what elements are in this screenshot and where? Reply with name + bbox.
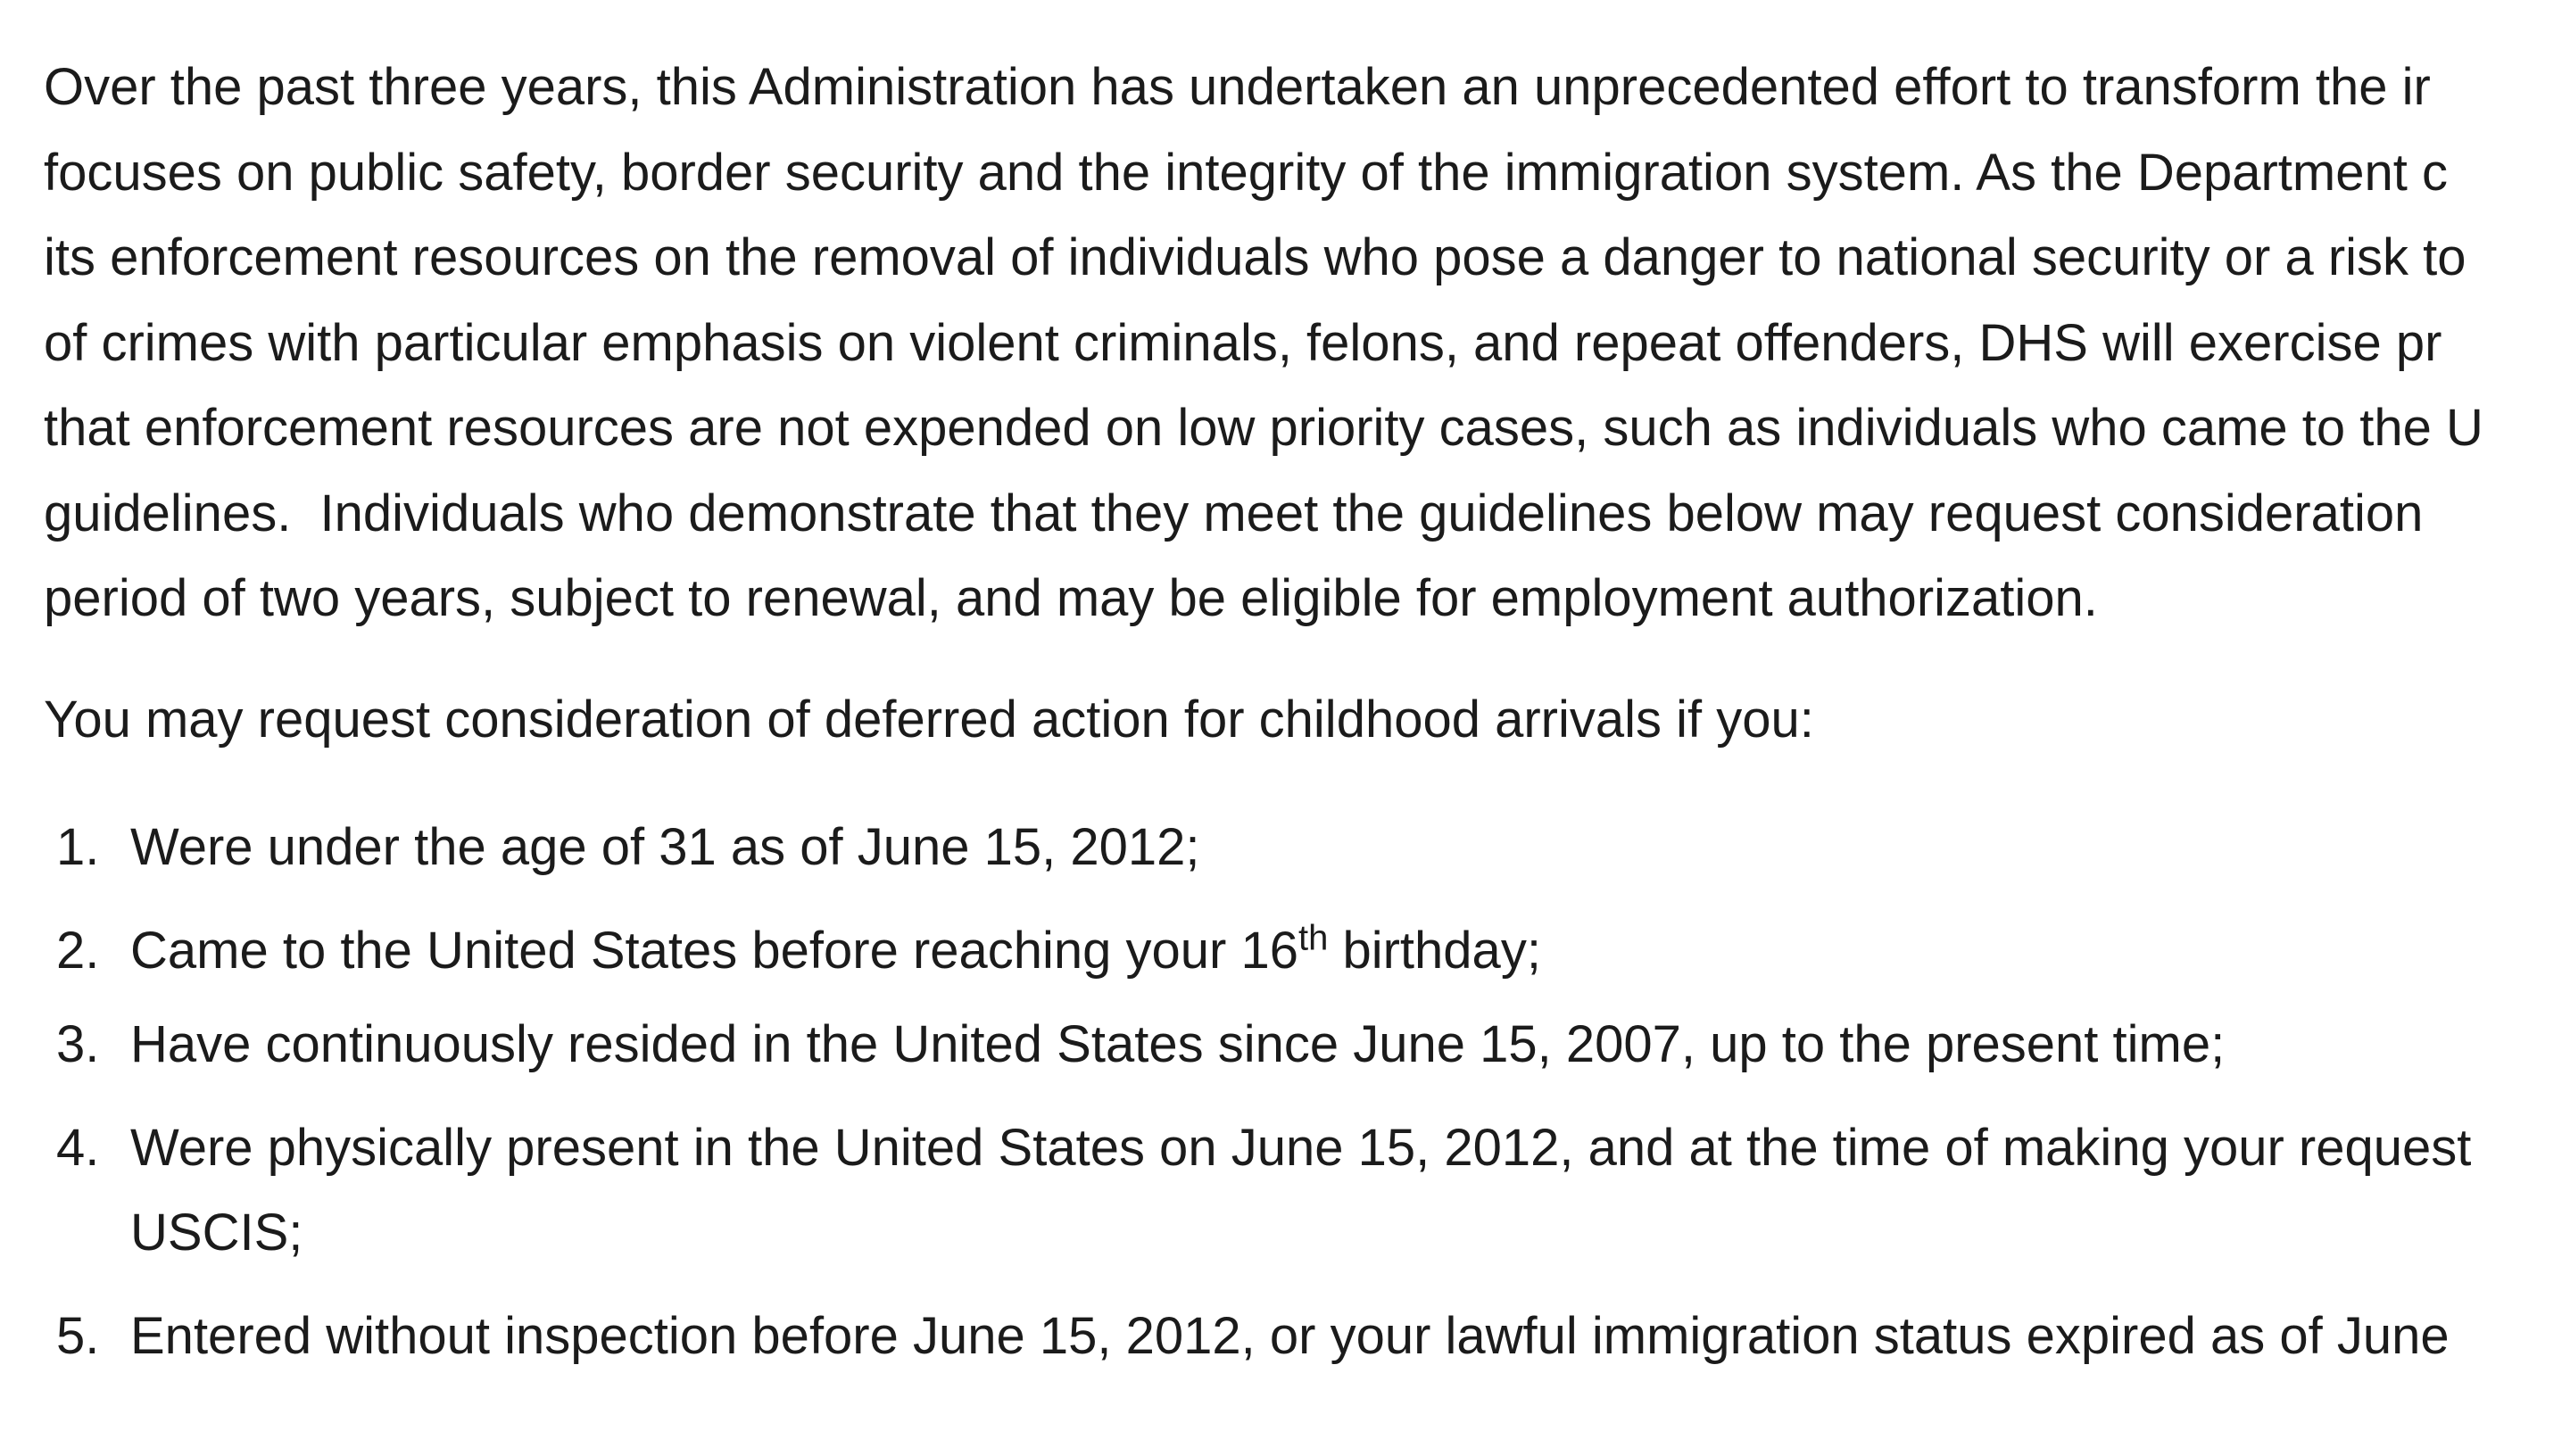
intro-line: period of two years, subject to renewal, and may be eligible for employment authorization. bbox=[44, 569, 2098, 627]
intro-line: focuses on public safety, border security and the integrity of the immigration system. As the Department c bbox=[44, 143, 2448, 202]
list-item bbox=[44, 1002, 2570, 1088]
list-item-text: Have continuously resided in the United States since June 15, 2007, up to the present time; bbox=[130, 1015, 2226, 1073]
list-item bbox=[44, 908, 2570, 994]
list-number: 2. bbox=[56, 921, 100, 980]
intro-line: its enforcement resources on the removal of individuals who pose a danger to national security or a risk to bbox=[44, 228, 2466, 286]
list-item-text: Were physically present in the United States on June 15, 2012, and at the time of making your request bbox=[130, 1118, 2472, 1177]
list-item-text: birthday; bbox=[1328, 921, 1541, 980]
list-item bbox=[44, 805, 2570, 890]
intro-line: guidelines. Individuals who demonstrate that they meet the guidelines below may request consideration bbox=[44, 484, 2424, 542]
list-item-text-continued: USCIS; bbox=[130, 1204, 303, 1262]
intro-line: that enforcement resources are not expended on low priority cases, such as individuals who came to the U bbox=[44, 399, 2483, 457]
list-item-text: Came to the United States before reaching your 16 bbox=[130, 921, 1298, 980]
intro-paragraph bbox=[44, 45, 2570, 641]
eligibility-lead: You may request consideration of deferred action for childhood arrivals if you: bbox=[44, 690, 1814, 749]
list-number: 4. bbox=[56, 1118, 100, 1177]
intro-line: Over the past three years, this Administration has undertaken an unprecedented effort to transform the ir bbox=[44, 58, 2431, 116]
intro-line: of crimes with particular emphasis on violent criminals, felons, and repeat offenders, DHS will exercise pr bbox=[44, 313, 2442, 372]
list-number: 1. bbox=[56, 818, 100, 876]
list-item-text: Were under the age of 31 as of June 15, 2012; bbox=[130, 818, 1200, 876]
list-item bbox=[44, 1294, 2570, 1379]
eligibility-criteria-list bbox=[44, 805, 2570, 1378]
ordinal-superscript: th bbox=[1298, 918, 1329, 958]
list-number: 5. bbox=[56, 1306, 100, 1365]
document-content bbox=[44, 45, 2570, 1396]
list-item-text: Entered without inspection before June 15, 2012, or your lawful immigration status expired as of June bbox=[130, 1306, 2450, 1365]
list-item bbox=[44, 1105, 2570, 1276]
list-number: 3. bbox=[56, 1015, 100, 1073]
